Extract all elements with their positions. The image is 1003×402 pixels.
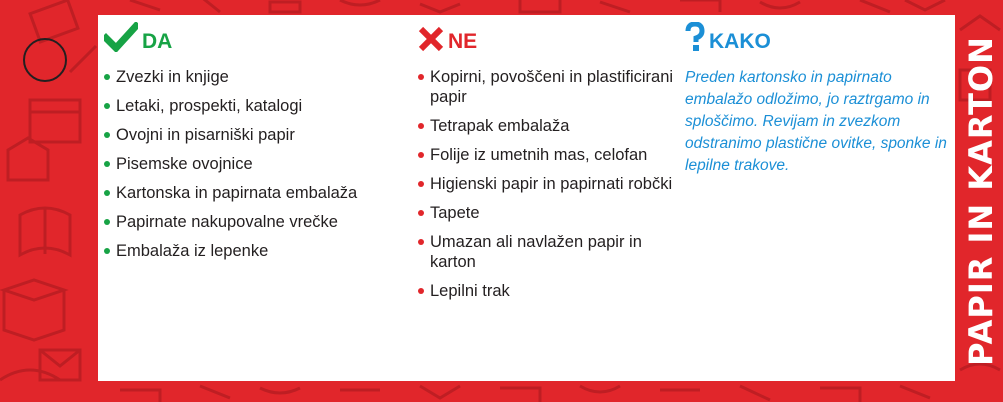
list-item: Lepilni trak	[418, 281, 678, 301]
list-item: Tetrapak embalaža	[418, 116, 678, 136]
question-mark-icon	[685, 22, 705, 57]
list-item: Umazan ali navlažen papir in karton	[418, 232, 678, 272]
bullet-icon	[418, 152, 424, 158]
how-column	[685, 15, 947, 177]
side-title-text: PAPIR IN KARTON	[961, 36, 1000, 366]
how-header	[685, 15, 947, 57]
bullet-icon	[418, 210, 424, 216]
checkmark-icon	[104, 22, 138, 57]
bullet-icon	[104, 190, 110, 196]
bullet-icon	[418, 123, 424, 129]
no-column	[418, 15, 678, 310]
bullet-icon	[104, 219, 110, 225]
list-item: Embalaža iz lepenke	[104, 241, 404, 261]
how-text: Preden kartonsko in papirnato embalažo odložimo, jo raztrgamo in sploščimo. Revijam in zvezkom odstranimo plastične ovitke, sponke in lepilne trakove.	[685, 69, 947, 174]
list-item: Papirnate nakupovalne vrečke	[104, 212, 404, 232]
yes-column	[104, 15, 404, 270]
list-item: Tapete	[418, 203, 678, 223]
list-item: Letaki, prospekti, katalogi	[104, 96, 404, 116]
how-title: KAKO	[709, 30, 771, 53]
list-item: Higienski papir in papirnati robčki	[418, 174, 678, 194]
list-item: Zvezki in knjige	[104, 67, 404, 87]
list-item: Pisemske ovojnice	[104, 154, 404, 174]
side-title	[958, 0, 1003, 402]
bullet-icon	[104, 103, 110, 109]
bullet-icon	[104, 248, 110, 254]
list-item: Kopirni, povoščeni in plastificirani papir	[418, 67, 678, 107]
bullet-icon	[418, 181, 424, 187]
no-list	[418, 67, 678, 301]
bullet-icon	[418, 239, 424, 245]
yes-title: DA	[142, 30, 173, 53]
yes-list	[104, 67, 404, 261]
no-header	[418, 15, 678, 57]
list-item: Kartonska in papirnata embalaža	[104, 183, 404, 203]
bullet-icon	[418, 288, 424, 294]
bullet-icon	[418, 74, 424, 80]
bullet-icon	[104, 161, 110, 167]
bullet-icon	[104, 132, 110, 138]
circle-decoration	[23, 38, 67, 82]
no-title: NE	[448, 30, 478, 53]
content-panel	[98, 15, 955, 381]
list-item: Folije iz umetnih mas, celofan	[418, 145, 678, 165]
cross-icon	[418, 26, 444, 57]
bullet-icon	[104, 74, 110, 80]
yes-header	[104, 15, 404, 57]
list-item: Ovojni in pisarniški papir	[104, 125, 404, 145]
